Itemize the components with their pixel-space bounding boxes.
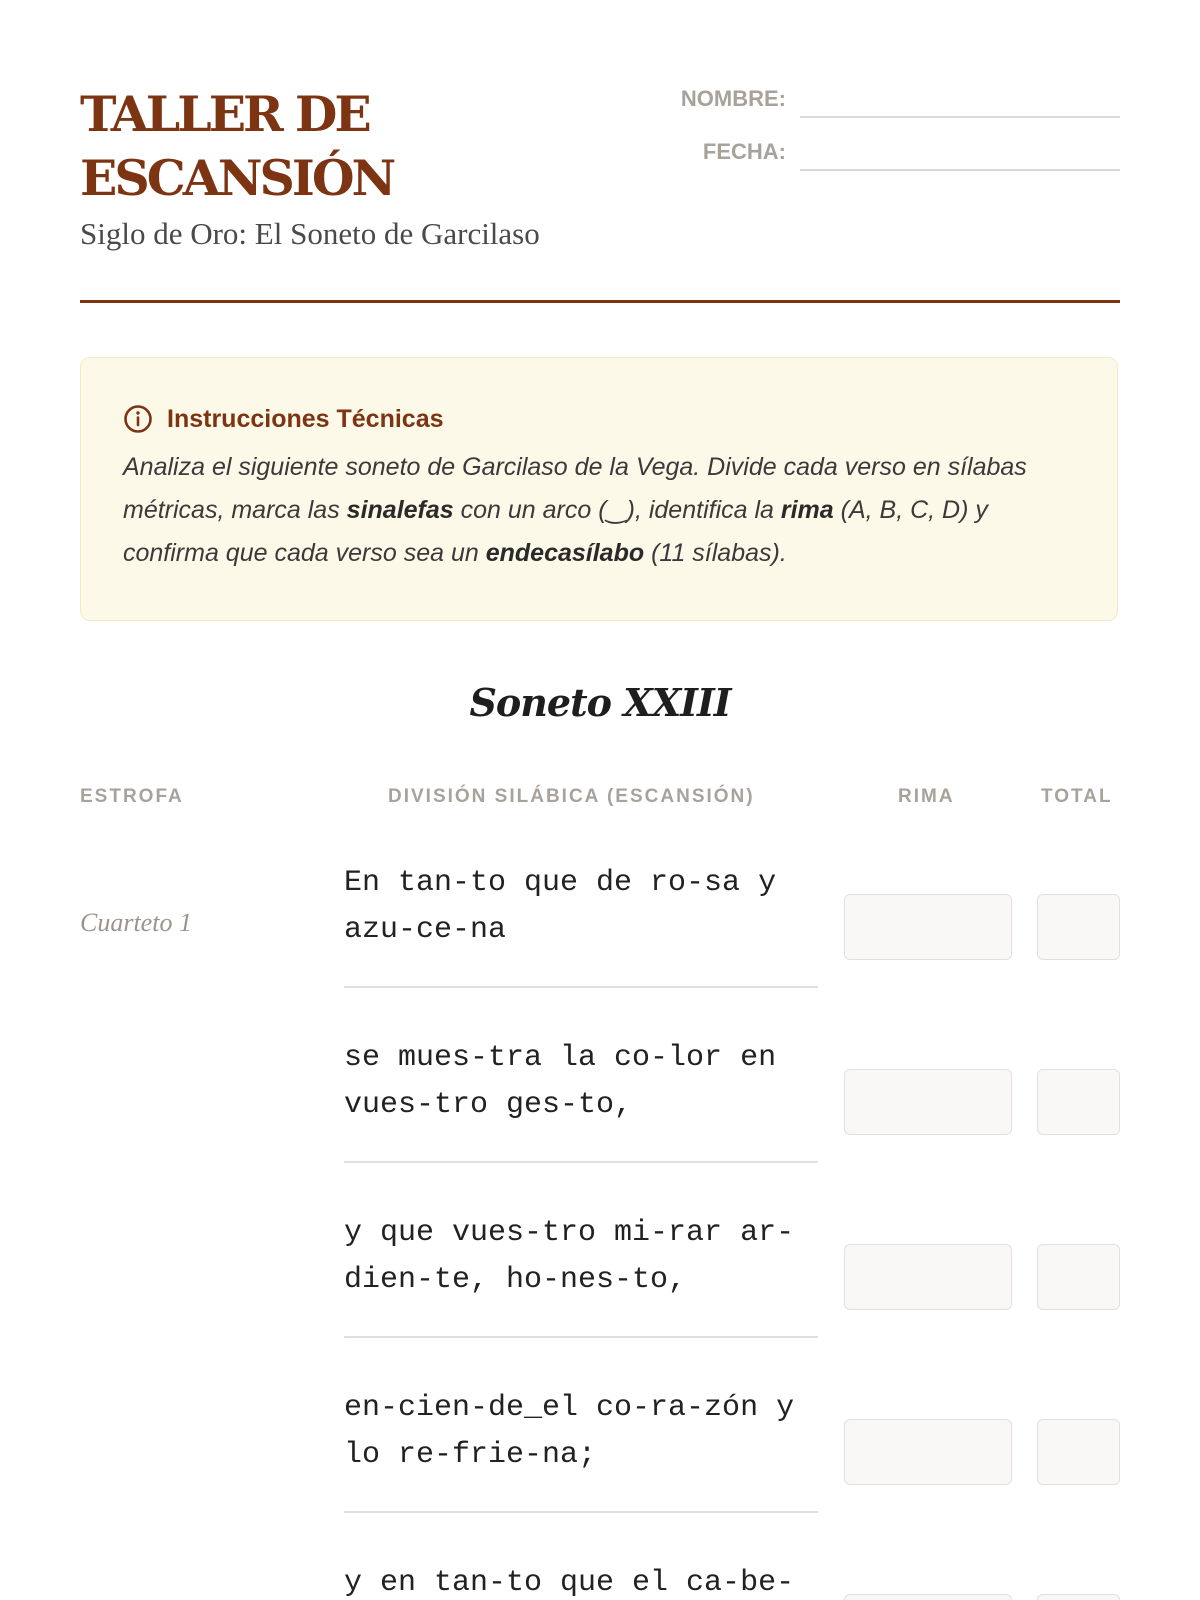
column-header-rhyme: RIMA xyxy=(898,786,955,807)
column-header-total: TOTAL xyxy=(1041,786,1113,807)
instructions-box xyxy=(80,357,1118,621)
page-subtitle: Siglo de Oro: El Soneto de Garcilaso xyxy=(80,216,540,251)
worksheet-page xyxy=(80,0,1120,1600)
verse-text: en-cien-de_el co-ra-zón y lo re-frie-na; xyxy=(344,1391,795,1472)
instructions-header xyxy=(123,404,444,434)
keyword-endecasilabo: endecasílabo xyxy=(485,539,645,567)
name-label: NOMBRE: xyxy=(680,86,786,111)
total-input[interactable] xyxy=(1037,1069,1120,1135)
rhyme-input[interactable] xyxy=(844,1594,1012,1600)
keyword-rima: rima xyxy=(780,496,834,524)
rhyme-input[interactable] xyxy=(844,1419,1012,1485)
info-icon xyxy=(123,404,153,434)
verse-text: y en tan-to que el ca-be- xyxy=(344,1566,795,1600)
verse-row xyxy=(344,1560,818,1600)
total-input[interactable] xyxy=(1037,1244,1120,1310)
rhyme-input[interactable] xyxy=(844,894,1012,960)
header-divider xyxy=(80,300,1120,303)
name-field[interactable] xyxy=(800,116,1120,118)
rhyme-input[interactable] xyxy=(844,1069,1012,1135)
verse-row xyxy=(344,1035,818,1163)
keyword-sinalefas: sinalefas xyxy=(346,496,454,524)
instructions-title: Instrucciones Técnicas xyxy=(167,404,444,433)
verse-text: se mues-tra la co-lor en vues-tro ges-to, xyxy=(344,1041,777,1122)
stanza-label: Cuarteto 1 xyxy=(80,908,192,937)
total-input[interactable] xyxy=(1037,1594,1120,1600)
date-field[interactable] xyxy=(800,169,1120,171)
verse-row xyxy=(344,860,818,988)
total-input[interactable] xyxy=(1037,894,1120,960)
column-header-scansion: DIVISIÓN SILÁBICA (ESCANSIÓN) xyxy=(388,786,755,807)
verse-text: En tan-to que de ro-sa y azu-ce-na xyxy=(344,866,777,947)
page-title: TALLER DE ESCANSIÓN xyxy=(80,85,394,207)
date-label: FECHA: xyxy=(702,139,786,164)
instructions-text: Analiza el siguiente soneto de Garcilaso de la Vega. Divide cada verso en sílabas métricas, marca las sinalefas con un arco (‿), identifica la rima (A, B, C, D) y confirma que cada verso sea un endecasílabo (11 sílabas). xyxy=(123,453,1027,567)
poem-title: Soneto XXIII xyxy=(469,680,731,725)
verse-row xyxy=(344,1385,818,1513)
rhyme-input[interactable] xyxy=(844,1244,1012,1310)
column-header-stanza: ESTROFA xyxy=(80,786,184,807)
total-input[interactable] xyxy=(1037,1419,1120,1485)
name-field-row xyxy=(660,84,1120,118)
verse-row xyxy=(344,1210,818,1338)
verse-text: y que vues-tro mi-rar ar-dien-te, ho-nes-to, xyxy=(344,1216,795,1297)
date-field-row xyxy=(660,137,1120,171)
